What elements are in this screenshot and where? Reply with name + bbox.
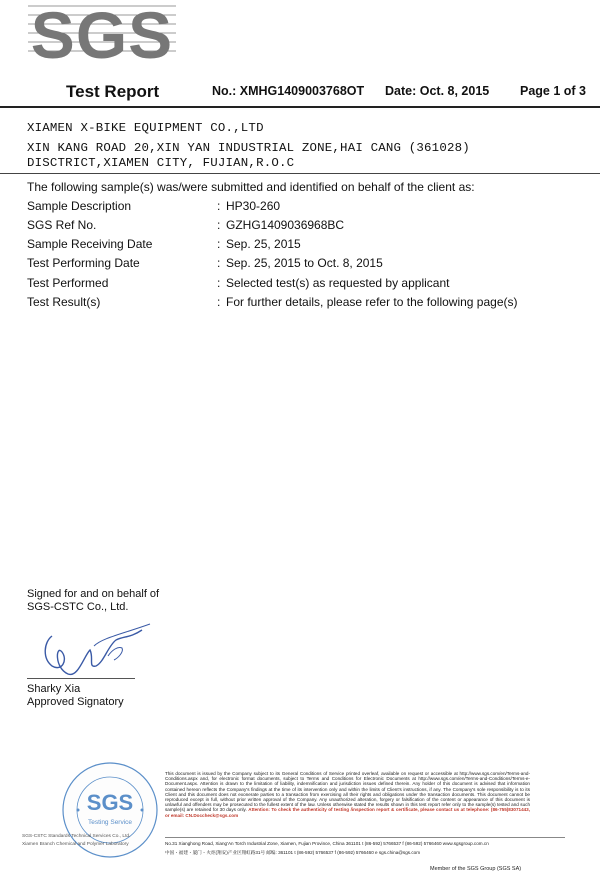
signatory-role: Approved Signatory <box>27 696 124 708</box>
field-label: Test Result(s) <box>27 295 101 309</box>
page-number: Page 1 of 3 <box>520 84 586 98</box>
field-row <box>27 256 587 272</box>
seal-caption1: SGS-CSTC Standards Technical Services Co., Ltd. <box>22 834 131 839</box>
signed-on-behalf <box>27 588 159 614</box>
field-row <box>27 276 587 292</box>
signed-line2: SGS-CSTC Co., Ltd. <box>27 601 129 613</box>
field-value: Sep. 25, 2015 to Oct. 8, 2015 <box>226 256 383 270</box>
signed-line1: Signed for and on behalf of <box>27 588 160 600</box>
sgs-group-member: Member of the SGS Group (SGS SA) <box>430 866 522 872</box>
report-date: Date: Oct. 8, 2015 <box>385 84 490 98</box>
field-separator: : <box>217 295 221 309</box>
client-address-line1: XIN KANG ROAD 20,XIN YAN INDUSTRIAL ZONE,HAI CANG (361028) <box>27 141 470 155</box>
field-value: Sep. 25, 2015 <box>226 237 301 251</box>
field-label: Sample Description <box>27 199 132 213</box>
legal-disclaimer <box>165 771 530 818</box>
field-label: Test Performed <box>27 276 109 290</box>
seal-label: Testing Service <box>87 819 133 826</box>
signatory-name: Sharky Xia <box>27 683 81 695</box>
field-separator: : <box>217 237 221 251</box>
field-value: Selected test(s) as requested by applicant <box>226 276 450 290</box>
report-title: Test Report <box>66 82 160 101</box>
handwritten-signature <box>38 616 158 684</box>
field-value: GZHG1409036968BC <box>226 218 345 232</box>
signature-line <box>27 678 135 679</box>
field-row <box>27 295 587 311</box>
field-separator: : <box>217 218 221 232</box>
field-row <box>27 237 587 253</box>
address-chinese: 中国・福建・厦门・火炬(翔安)产业区翔虹路31号 邮编: 361101 t (86-592) 5766537 f (86-592) 5766460 e sgs.china@sgs.com <box>165 850 421 855</box>
seal-caption2: Xiamen Branch Chemical and Polymer Laboratory <box>22 842 129 847</box>
field-value: For further details, please refer to the following page(s) <box>226 295 518 309</box>
authenticity-notice: Attention: To check the authenticity of testing /inspection report & certificate, please contact us at telephone: (86-755)83071443, or email: CN.Doccheck@sgs.com <box>165 807 531 818</box>
footer-rule <box>165 837 565 838</box>
client-rule <box>0 173 600 174</box>
sgs-logo <box>28 0 176 64</box>
field-separator: : <box>217 256 221 270</box>
logo-text: SGS <box>30 0 174 64</box>
client-name: XIAMEN X-BIKE EQUIPMENT CO.,LTD <box>27 121 264 135</box>
field-label: Sample Receiving Date <box>27 237 153 251</box>
field-row <box>27 199 587 215</box>
field-separator: : <box>217 199 221 213</box>
field-value: HP30-260 <box>226 199 281 213</box>
field-label: Test Performing Date <box>27 256 140 270</box>
seal-logo: SGS <box>86 790 134 815</box>
intro-text: The following sample(s) was/were submitted and identified on behalf of the client as: <box>27 180 475 194</box>
field-label: SGS Ref No. <box>27 218 97 232</box>
header-rule <box>0 106 600 108</box>
client-address-line2: DISCTRICT,XIAMEN CITY, FUJIAN,R.O.C <box>27 156 295 170</box>
disclaimer-text: This document is issued by the Company subject to its General Conditions of Service printed overleaf, available on request or accessible at http://www.sgs.com/en/Terms-and-Conditions.aspx and, for electronic format documents, subject to Terms and Conditions for Electronic Documents at http://www.sgs.com/en/Terms-and-Conditions/Terms-e-Document.aspx. Attention is drawn to the limitation of liability, indemnification and jurisdiction issues defined therein. Any holder of this document is advised that information contained hereon reflects the Company's findings at the time of its intervention only and within the limits of Client's instructions, if any. The Company's sole responsibility is to its Client and this document does not exonerate parties to a transaction from exercising all their rights and obligations under the transaction documents. This document cannot be reproduced except in full, without prior written approval of the Company. Any unauthorized alteration, forgery or falsification of the content or appearance of this document is unlawful and offenders may be prosecuted to the fullest extent of the law. Unless otherwise stated the results shown in this test report refer only to the sample(s) tested and such sample(s) are retained for 30 days only. <box>165 771 530 813</box>
address-english: No.31 Xianghong Road, Xiang'An Torch Industrial Zone, Xiamen, Fujian Province, China 361101 t (86-592) 5766537 f (86-592) 5766460 www.sgsgroup.com.cn <box>165 841 489 846</box>
signatory <box>27 683 124 709</box>
field-row <box>27 218 587 234</box>
field-separator: : <box>217 276 221 290</box>
report-number: No.: XMHG1409003768OT <box>212 84 365 98</box>
